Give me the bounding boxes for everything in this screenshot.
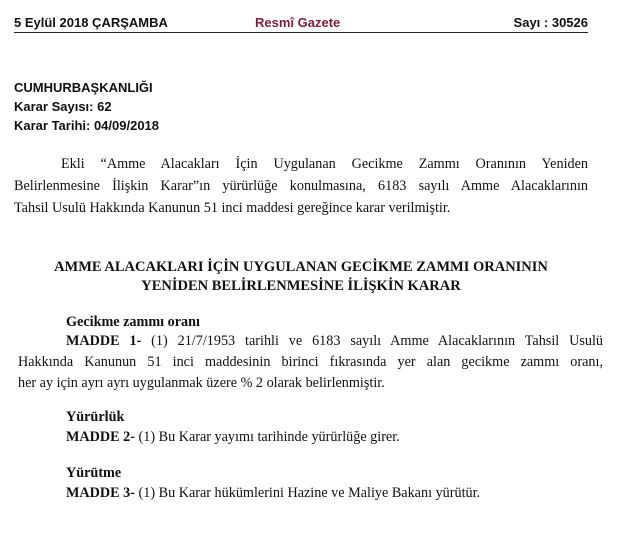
header-issue-number: Sayı : 30526 bbox=[513, 15, 588, 30]
article-label: MADDE 3- bbox=[66, 485, 135, 501]
institution-name: CUMHURBAŞKANLIĞI bbox=[14, 80, 153, 95]
article-label: MADDE 1- bbox=[66, 333, 142, 349]
article-line: Hakkında Kanunun 51 inci maddesinin birinci fıkrasında yer alan gecikme zammı oranı, bbox=[18, 354, 603, 370]
article-1-body bbox=[18, 331, 603, 394]
article-line: MADDE 3- (1) Bu Karar hükümlerini Hazine ve Maliye Bakanı yürütür. bbox=[66, 485, 481, 501]
intro-line: Ekli “Amme Alacakları İçin Uygulanan Gecikme Zammı Oranının Yeniden bbox=[61, 156, 588, 172]
title-line: AMME ALACAKLARI İÇİN UYGULANAN GECİKME ZAMMI ORANININ bbox=[54, 259, 548, 275]
section-heading: Yürürlük bbox=[66, 409, 125, 425]
article-line: MADDE 1- (1) 21/7/1953 tarihli ve 6183 sayılı Amme Alacaklarının Tahsil Usulü bbox=[66, 333, 603, 349]
institution-block bbox=[14, 78, 159, 135]
article-line: MADDE 2- (1) Bu Karar yayımı tarihinde yürürlüğe girer. bbox=[66, 429, 400, 445]
header-gazette-name: Resmî Gazete bbox=[255, 15, 341, 30]
article-line: her ay için ayrı ayrı uygulanmak üzere % 2 olarak belirlenmiştir. bbox=[18, 375, 385, 391]
article-2-body bbox=[66, 427, 603, 448]
title-line: YENİDEN BELİRLENMESİNE İLİŞKİN KARAR bbox=[141, 278, 461, 294]
gazette-header bbox=[14, 14, 588, 33]
intro-line: Belirlenmesine İlişkin Karar”ın yürürlüğe konulmasına, 6183 sayılı Amme Alacaklarının bbox=[14, 178, 588, 194]
intro-line: Tahsil Usulü Hakkında Kanunun 51 inci maddesi gereğince karar verilmiştir. bbox=[14, 200, 451, 216]
header-date: 5 Eylül 2018 ÇARŞAMBA bbox=[14, 15, 168, 30]
decision-number: Karar Sayısı: 62 bbox=[14, 99, 112, 114]
intro-paragraph bbox=[14, 153, 588, 219]
section-heading: Yürütme bbox=[66, 465, 122, 481]
decision-title bbox=[14, 258, 588, 296]
article-3-body bbox=[66, 483, 603, 504]
section-heading: Gecikme zammı oranı bbox=[66, 314, 200, 330]
article-label: MADDE 2- bbox=[66, 429, 135, 445]
decision-date: Karar Tarihi: 04/09/2018 bbox=[14, 118, 160, 133]
